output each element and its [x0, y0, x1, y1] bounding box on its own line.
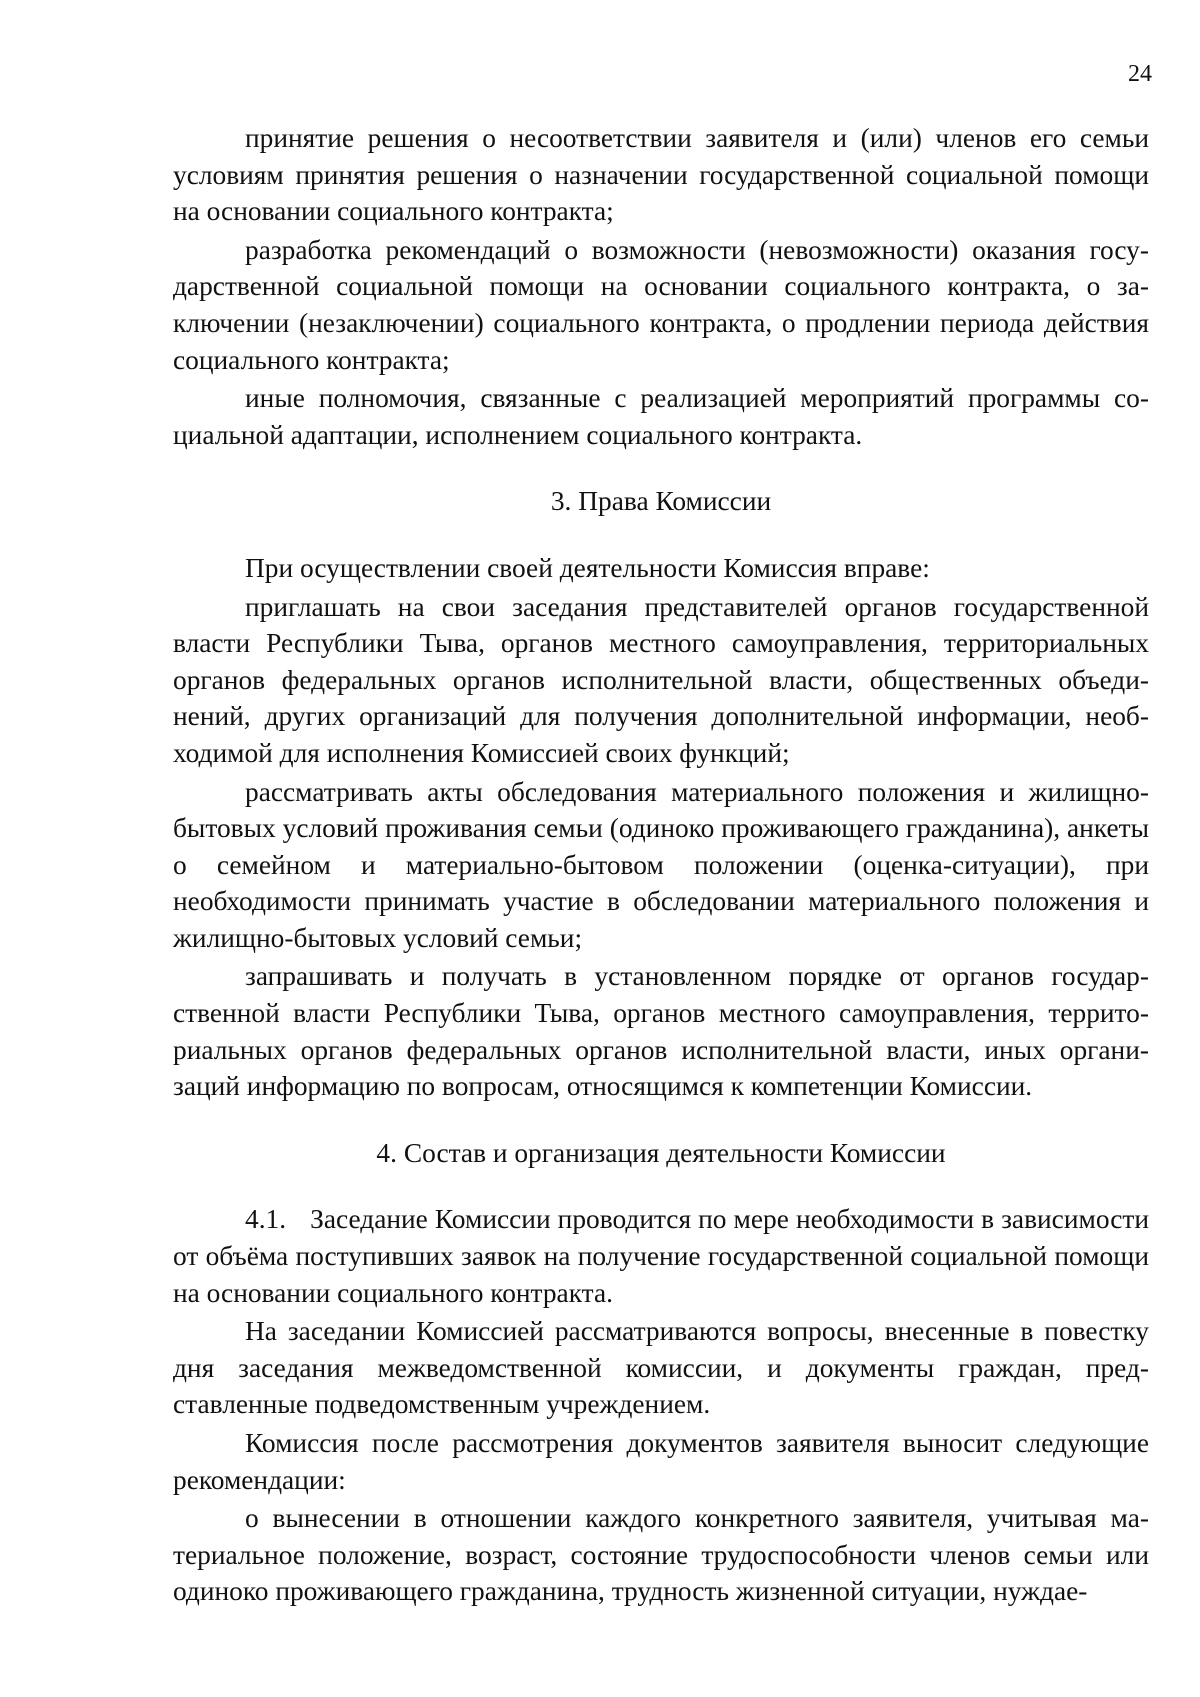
document-body [173, 120, 1149, 1610]
paragraph-invite-representatives: приглашать на свои заседания представителей органов государственной власти Республики Тыва, органов местного самоуправления, территориальных органов федеральных органов исполнительной власти, общественных объединений, других организаций для получения дополнительной информации, необходимой для исполнения Комиссией своих функций; [173, 591, 1149, 768]
paragraph-recommendations-development: разработка рекомендаций о возможности (невозможности) оказания государственной социальной помощи на основании социального контракта, о заключении (незаключении) социального контракта, о продлении периода действия социального контракта; [173, 234, 1149, 375]
paragraph-rights-intro: При осуществлении своей деятельности Комиссия вправе: [245, 552, 930, 583]
paragraph-recommendation-each-applicant: о вынесении в отношении каждого конкретного заявителя, учитывая материальное положение, возраст, состояние трудоспособности членов семьи или одиноко проживающего гражданина, трудность жизненной ситуации, нуждае- [173, 1503, 1149, 1607]
paragraph-decision-noncompliance: принятие решения о несоответствии заявителя и (или) членов его семьи условиям принятия решения о назначении государственной социальной помощи на основании социального контракта; [173, 123, 1149, 227]
paragraph-4-1 [173, 1201, 1149, 1311]
paragraph-other-powers: иные полномочия, связанные с реализацией мероприятий программы социальной адаптации, исполнением социального контракта. [173, 383, 1149, 450]
paragraph-commission-recommendations: Комиссия после рассмотрения документов заявителя выносит следующие рекомендации: [173, 1428, 1149, 1495]
section-heading-rights: 3. Права Комиссии [550, 486, 772, 517]
section-heading-composition: 4. Состав и организация деятельности Комиссии [376, 1137, 946, 1168]
clause-number: 4.1. [245, 1204, 287, 1235]
paragraph-meeting-agenda: На заседании Комиссией рассматриваются вопросы, внесенные в повестку дня заседания межведомственной комиссии, и документы граждан, представленные подведомственным учреждением. [173, 1316, 1149, 1420]
page-number: 24 [1128, 61, 1152, 87]
clause-text: Заседание Комиссии проводится по мере необходимости в зависимости от объёма поступивших заявок на получение государственной социальной помощи на основании социального контракта. [173, 1204, 1149, 1308]
paragraph-request-information: запрашивать и получать в установленном порядке от органов государственной власти Республики Тыва, органов местного самоуправления, территориальных органов федеральных органов исполнительной власти, иных организаций информацию по вопросам, относящимся к компетенции Комиссии. [173, 961, 1149, 1102]
paragraph-review-acts: рассматривать акты обследования материального положения и жилищно-бытовых условий проживания семьи (одиноко проживающего гражданина), анкеты о семейном и материально-бытовом положении (оценка-ситуации), при необходимости принимать участие в обследовании материального положения и жилищно-бытовых условий семьи; [173, 776, 1149, 953]
